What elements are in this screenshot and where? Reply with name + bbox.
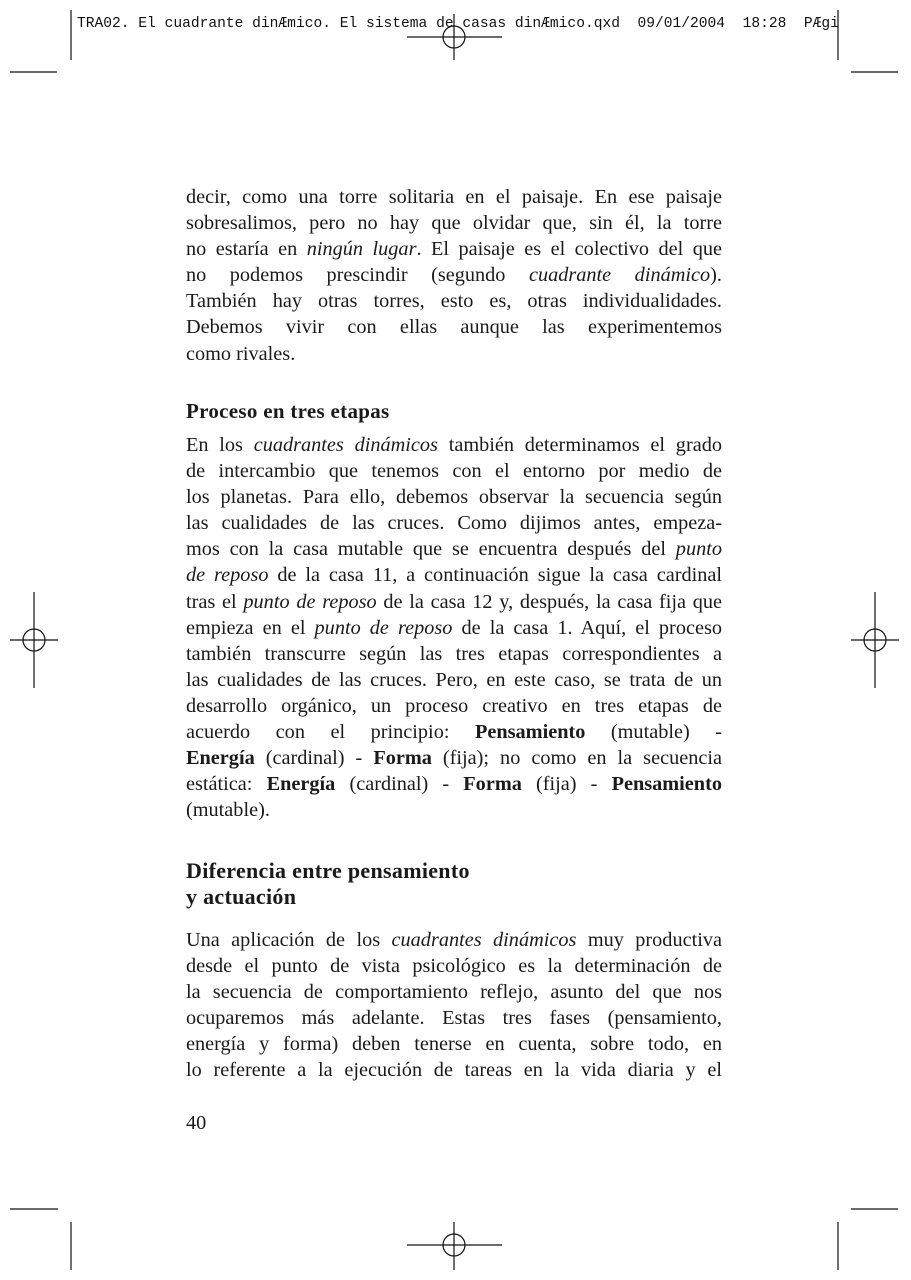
text-run: los planetas. Para ello, debemos observar la secuencia según	[186, 486, 722, 509]
bold-text: Pensamiento	[474, 721, 586, 744]
text-run: también determinamos el grado	[437, 434, 722, 456]
text-run: desarrollo orgánico, un proceso creativo en tres etapas de	[186, 694, 722, 717]
text-run: empieza en el	[186, 616, 315, 639]
italic-text: cuadrantes dinámicos	[391, 929, 577, 951]
text-run: mos con la casa mutable que se encuentra después del	[186, 538, 676, 561]
text-line	[186, 432, 722, 458]
text-line	[186, 510, 722, 536]
text-run: decir, como una torre solitaria en el paisaje. En ese paisaje	[186, 186, 722, 208]
text-run: desde el punto de vista psicológico es la determinación de	[186, 955, 722, 978]
text-run: no podemos prescindir (segundo	[186, 264, 529, 287]
text-line	[186, 979, 722, 1005]
text-run: (fija); no como en la secuencia	[431, 747, 722, 770]
bold-text: Energía	[266, 773, 336, 796]
text-run: . El paisaje es el colectivo del que	[416, 238, 722, 261]
text-line	[186, 1031, 722, 1057]
paragraph-3	[186, 927, 722, 1084]
text-line	[186, 641, 722, 667]
text-run: (cardinal) -	[335, 773, 464, 796]
text-line	[186, 484, 722, 510]
bold-text: Energía	[186, 747, 255, 770]
text-line	[186, 953, 722, 979]
text-run: También hay otras torres, esto es, otras individualidades.	[186, 290, 722, 313]
text-run: de la casa 12 y, después, la casa fija que	[376, 590, 723, 613]
text-line	[186, 536, 722, 562]
heading-line: Proceso en tres etapas	[186, 399, 390, 423]
text-run: Debemos vivir con ellas aunque las experimentemos	[186, 316, 722, 339]
text-run: muy productiva	[576, 929, 722, 951]
bold-text: Forma	[373, 747, 432, 770]
registration-mark-bottom	[407, 1222, 502, 1270]
text-line	[186, 693, 722, 719]
text-run: la secuencia de comportamiento reflejo, asunto del que nos	[186, 981, 722, 1004]
section-heading-diferencia	[186, 858, 722, 910]
italic-text: punto de reposo	[314, 616, 453, 639]
text-line	[186, 1005, 722, 1031]
text-run: de intercambio que tenemos con el entorno por medio de	[186, 460, 722, 483]
italic-text: ningún lugar	[306, 238, 417, 261]
text-run: estática:	[186, 773, 267, 796]
text-line	[186, 745, 722, 771]
text-line	[186, 341, 722, 367]
text-run: acuerdo con el principio:	[186, 721, 475, 744]
text-run: como rivales.	[186, 342, 296, 365]
text-line	[186, 288, 722, 314]
text-line	[186, 210, 722, 236]
file-slug-line: TRA02. El cuadrante dinÆmico. El sistema de casas dinÆmico.qxd 09/01/2004 18:28 PÆgi	[77, 16, 839, 32]
text-line	[186, 562, 722, 588]
page-number: 40	[186, 1112, 207, 1134]
text-run: (cardinal) -	[254, 747, 374, 770]
italic-text: punto	[675, 538, 722, 561]
text-run: de la casa 11, a continuación sigue la casa cardinal	[268, 564, 722, 587]
text-run: ocuparemos más adelante. Estas tres fases (pensamiento,	[186, 1007, 722, 1030]
text-run: sobresalimos, pero no hay que olvidar que, sin él, la torre	[186, 212, 722, 235]
text-line	[186, 589, 722, 615]
text-run: no estaría en	[186, 238, 307, 261]
heading-line: y actuación	[186, 884, 297, 909]
italic-text: cuadrante dinámico	[528, 264, 711, 287]
text-run: de la casa 1. Aquí, el proceso	[452, 616, 722, 639]
text-line	[186, 927, 722, 953]
heading-line: Diferencia entre pensamiento	[186, 858, 470, 883]
text-run: (mutable).	[186, 799, 270, 822]
text-line	[186, 458, 722, 484]
text-run: En los	[186, 434, 254, 456]
text-run: energía y forma) deben tenerse en cuenta, sobre todo, en	[186, 1033, 722, 1056]
italic-text: cuadrantes dinámicos	[253, 434, 438, 456]
registration-mark-left	[10, 592, 58, 688]
section-heading-proceso	[186, 398, 722, 424]
bold-text: Forma	[463, 773, 522, 796]
registration-mark-right	[851, 592, 899, 688]
text-line	[186, 1057, 722, 1083]
italic-text: de reposo	[186, 564, 269, 587]
text-run: las cualidades de las cruces. Como dijimos antes, empeza-	[186, 512, 722, 535]
text-line	[186, 719, 722, 745]
text-line	[186, 615, 722, 641]
text-run: (fija) -	[521, 773, 612, 796]
paragraph-2	[186, 432, 722, 823]
paragraph-1	[186, 184, 722, 367]
text-line	[186, 771, 722, 797]
text-run: lo referente a la ejecución de tareas en la vida diaria y el	[186, 1059, 722, 1082]
text-run: (mutable) -	[585, 721, 722, 744]
text-line	[186, 797, 722, 823]
bold-text: Pensamiento	[611, 773, 722, 796]
text-line	[186, 262, 722, 288]
text-run: también transcurre según las tres etapas correspondientes a	[186, 642, 722, 665]
text-run: Una aplicación de los	[186, 929, 392, 951]
italic-text: punto de reposo	[243, 590, 377, 613]
text-line	[186, 236, 722, 262]
text-run: ).	[710, 264, 722, 287]
text-run: tras el	[186, 590, 244, 613]
text-line	[186, 184, 722, 210]
text-line	[186, 667, 722, 693]
text-line	[186, 314, 722, 340]
text-run: las cualidades de las cruces. Pero, en este caso, se trata de un	[186, 668, 722, 691]
